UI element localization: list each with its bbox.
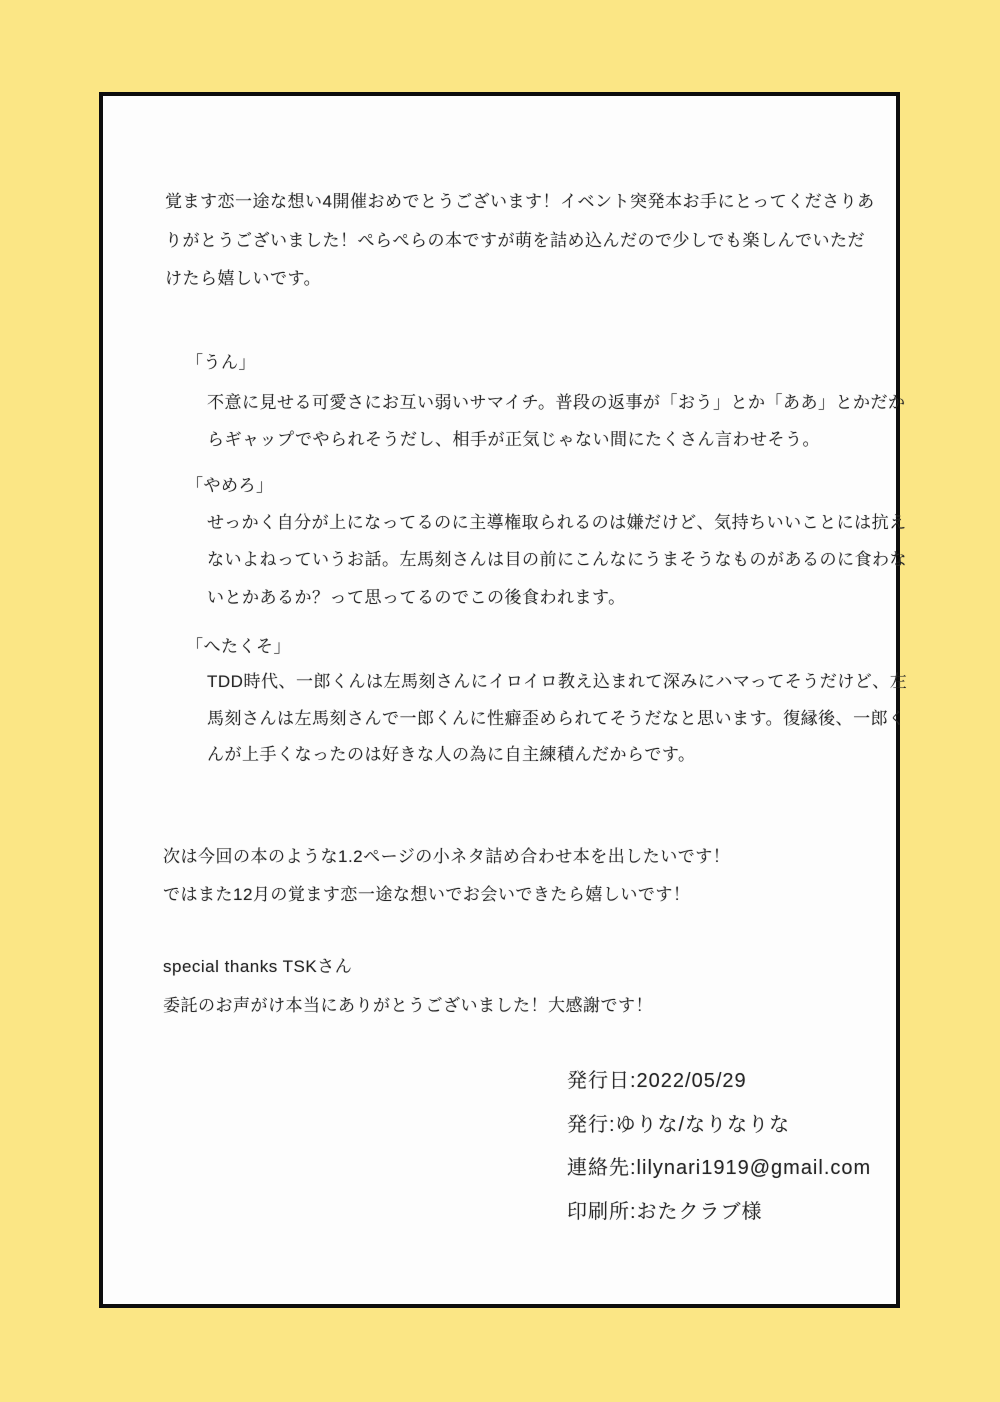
section-line: ないよねっていうお話。左馬刻さんは目の前にこんなにうまそうなものがあるのに食わな: [207, 550, 907, 569]
section-title-hetakuso: 「へたくそ」: [186, 637, 291, 656]
thanks-line: 委託のお声がけ本当にありがとうございました！大感謝です！: [163, 996, 653, 1015]
section-line: いとかあるか？って思ってるのでこの後食われます。: [207, 588, 626, 607]
thanks-line: special thanks TSKさん: [163, 957, 353, 976]
outro-line: ではまた12月の覚ます恋一途な想いでお会いできたら嬉しいです！: [163, 885, 691, 904]
section-line: TDD時代、一郎くんは左馬刻さんにイロイロ教え込まれて深みにハマってそうだけど、左: [207, 672, 908, 691]
colophon-publisher: 発行:ゆりな/なりなりな: [567, 1114, 791, 1136]
section-title-un: 「うん」: [186, 353, 256, 372]
intro-line: りがとうございました！ぺらぺらの本ですが萌を詰め込んだので少しでも楽しんでいただ: [165, 231, 865, 250]
colophon-printer: 印刷所:おたクラブ様: [567, 1201, 763, 1223]
section-line: 馬刻さんは左馬刻さんで一郎くんに性癖歪められてそうだなと思います。復縁後、一郎く: [207, 709, 906, 728]
intro-line: けたら嬉しいです。: [165, 269, 322, 288]
outro-line: 次は今回の本のような1.2ページの小ネタ詰め合わせ本を出したいです！: [163, 847, 731, 866]
intro-line: 覚ます恋一途な想い4開催おめでとうございます！イベント突発本お手にとってくださりあ: [165, 192, 875, 211]
afterword-page: [99, 92, 908, 1308]
colophon-contact-email: 連絡先:lilynari1919@gmail.com: [567, 1157, 872, 1179]
section-line: 不意に見せる可愛さにお互い弱いサマイチ。普段の返事が「おう」とか「ああ」とかだか: [207, 393, 906, 412]
section-line: せっかく自分が上になってるのに主導権取られるのは嫌だけど、気持ちいいことには抗え: [207, 513, 907, 532]
section-line: らギャップでやられそうだし、相手が正気じゃない間にたくさん言わせそう。: [207, 430, 821, 449]
section-line: んが上手くなったのは好きな人の為に自主練積んだからです。: [207, 745, 696, 764]
section-title-yamero: 「やめろ」: [186, 476, 274, 495]
colophon-publish-date: 発行日:2022/05/29: [567, 1070, 747, 1092]
